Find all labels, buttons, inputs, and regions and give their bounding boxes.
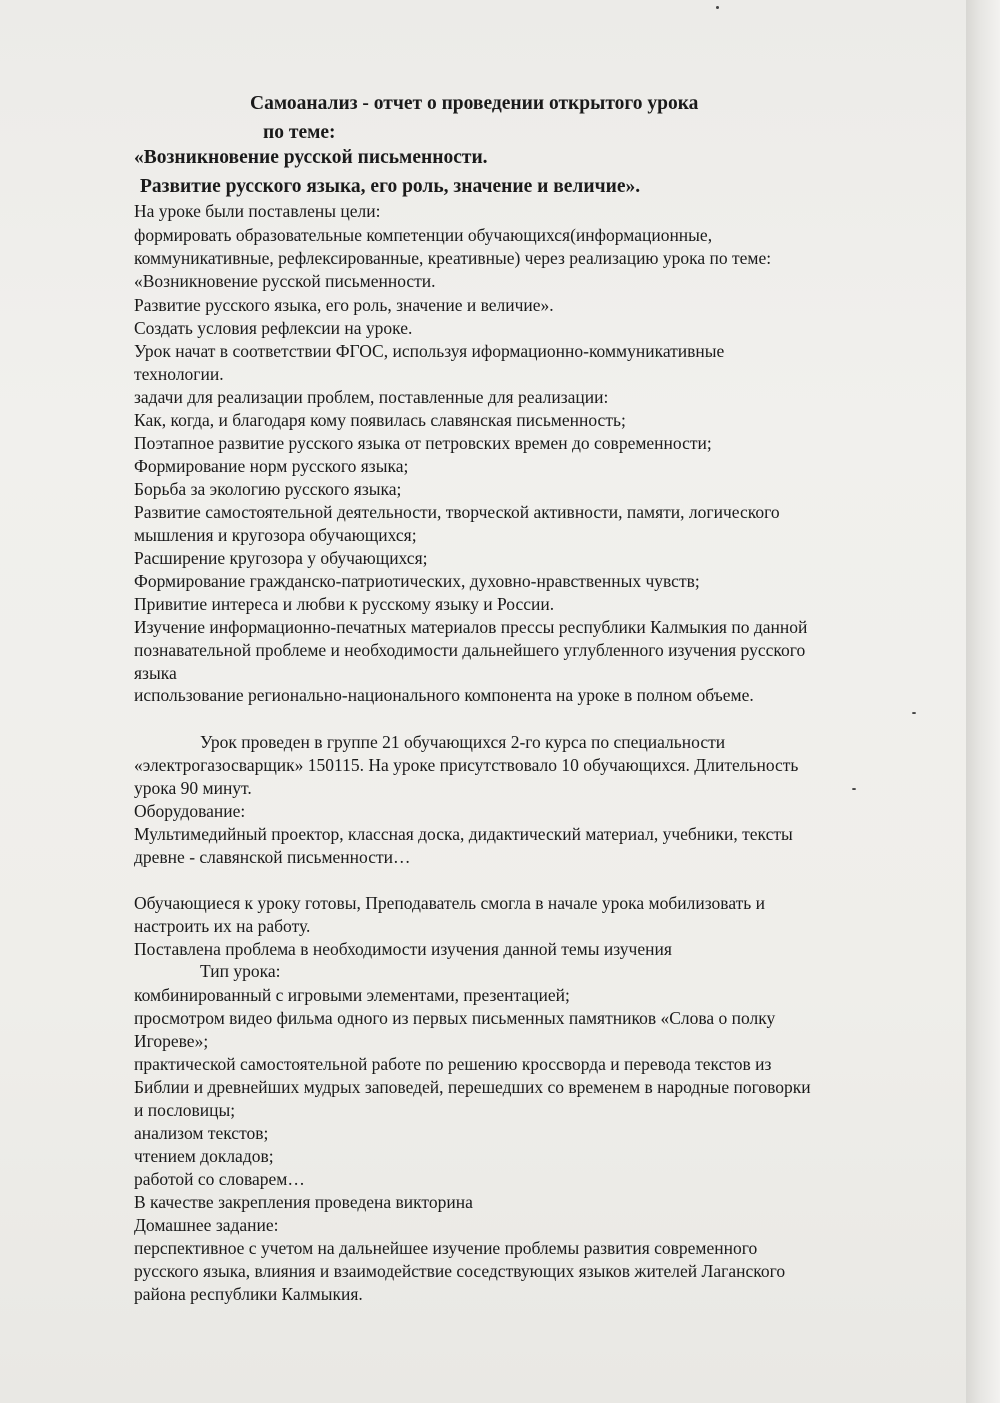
text-line: Расширение кругозора у обучающихся; [134, 548, 428, 568]
scan-speck [716, 6, 719, 9]
text-line: На уроке были поставлены цели: [134, 201, 381, 221]
doc-title-line-4: Развитие русского языка, его роль, значение и величие». [140, 176, 641, 197]
doc-title-line-1: Самоанализ - отчет о проведении открытого урока [250, 93, 699, 114]
text-line: Домашнее задание: [134, 1215, 279, 1235]
text-line: урока 90 минут. [134, 778, 252, 798]
text-line: формировать образовательные компетенции обучающихся(информационные, [134, 225, 713, 245]
text-line: русского языка, влияния и взаимодействие соседствующих языков жителей Лаганского [134, 1261, 786, 1281]
text-line: языка [134, 663, 177, 683]
text-line: работой со словарем… [134, 1169, 305, 1189]
text-line: познавательной проблеме и необходимости дальнейшего углубленного изучения русского [134, 640, 806, 660]
text-line: и пословицы; [134, 1100, 236, 1120]
scan-edge [966, 0, 1000, 1403]
text-line: Поэтапное развитие русского языка от петровских времен до современности; [134, 433, 712, 453]
text-line: Обучающиеся к уроку готовы, Преподаватель смогла в начале урока мобилизовать и [134, 893, 766, 913]
text-line: Создать условия рефлексии на уроке. [134, 318, 413, 338]
text-line: В качестве закрепления проведена викторина [134, 1192, 473, 1212]
text-line: Развитие русского языка, его роль, значение и величие». [134, 295, 554, 315]
text-line: Формирование гражданско-патриотических, духовно-нравственных чувств; [134, 571, 700, 591]
text-line: «электрогазосварщик» 150115. На уроке присутствовало 10 обучающихся. Длительность [134, 755, 799, 775]
text-line: использование регионально-национального компонента на уроке в полном объеме. [134, 685, 754, 705]
text-line: Библии и древнейших мудрых заповедей, перешедших со временем в народные поговорки [134, 1077, 811, 1097]
text-line: Тип урока: [200, 961, 281, 981]
text-line: анализом текстов; [134, 1123, 269, 1143]
text-line: «Возникновение русской письменности. [134, 271, 436, 291]
text-line: Борьба за экологию русского языка; [134, 479, 402, 499]
text-line: просмотром видео фильма одного из первых письменных памятников «Слова о полку [134, 1008, 776, 1028]
text-line: Оборудование: [134, 801, 246, 821]
text-line: Урок проведен в группе 21 обучающихся 2-го курса по специальности [200, 732, 726, 752]
text-line: чтением докладов; [134, 1146, 274, 1166]
text-line: Изучение информационно-печатных материалов прессы республики Калмыкия по данной [134, 617, 808, 637]
text-line: Формирование норм русского языка; [134, 456, 409, 476]
text-line: мышления и кругозора обучающихся; [134, 525, 417, 545]
doc-title-line-3: «Возникновение русской письменности. [134, 147, 488, 168]
text-line: Привитие интереса и любви к русскому языку и России. [134, 594, 555, 614]
text-line: настроить их на работу. [134, 916, 311, 936]
text-line: Урок начат в соответствии ФГОС, используя иформационно-коммуникативные [134, 341, 725, 361]
text-line: комбинированный с игровыми элементами, презентацией; [134, 985, 570, 1005]
text-line: коммуникативные, рефлексированные, креативные) через реализацию урока по теме: [134, 248, 772, 268]
text-line: Игореве»; [134, 1031, 209, 1051]
doc-title-line-2: по теме: [263, 122, 336, 143]
text-line: Как, когда, и благодаря кому появилась славянская письменность; [134, 410, 626, 430]
scan-speck [852, 788, 856, 790]
text-line: технологии. [134, 364, 224, 384]
text-line: практической самостоятельной работе по решению кроссворда и перевода текстов из [134, 1054, 772, 1074]
text-line: района республики Калмыкия. [134, 1284, 363, 1304]
text-line: Мультимедийный проектор, классная доска, дидактический материал, учебники, тексты [134, 824, 793, 844]
text-line: древне - славянской письменности… [134, 847, 411, 867]
text-line: Поставлена проблема в необходимости изучения данной темы изучения [134, 939, 672, 959]
scan-speck [912, 712, 916, 714]
text-line: Развитие самостоятельной деятельности, творческой активности, памяти, логического [134, 502, 780, 522]
text-line: перспективное с учетом на дальнейшее изучение проблемы развития современного [134, 1238, 758, 1258]
text-line: задачи для реализации проблем, поставленные для реализации: [134, 387, 609, 407]
